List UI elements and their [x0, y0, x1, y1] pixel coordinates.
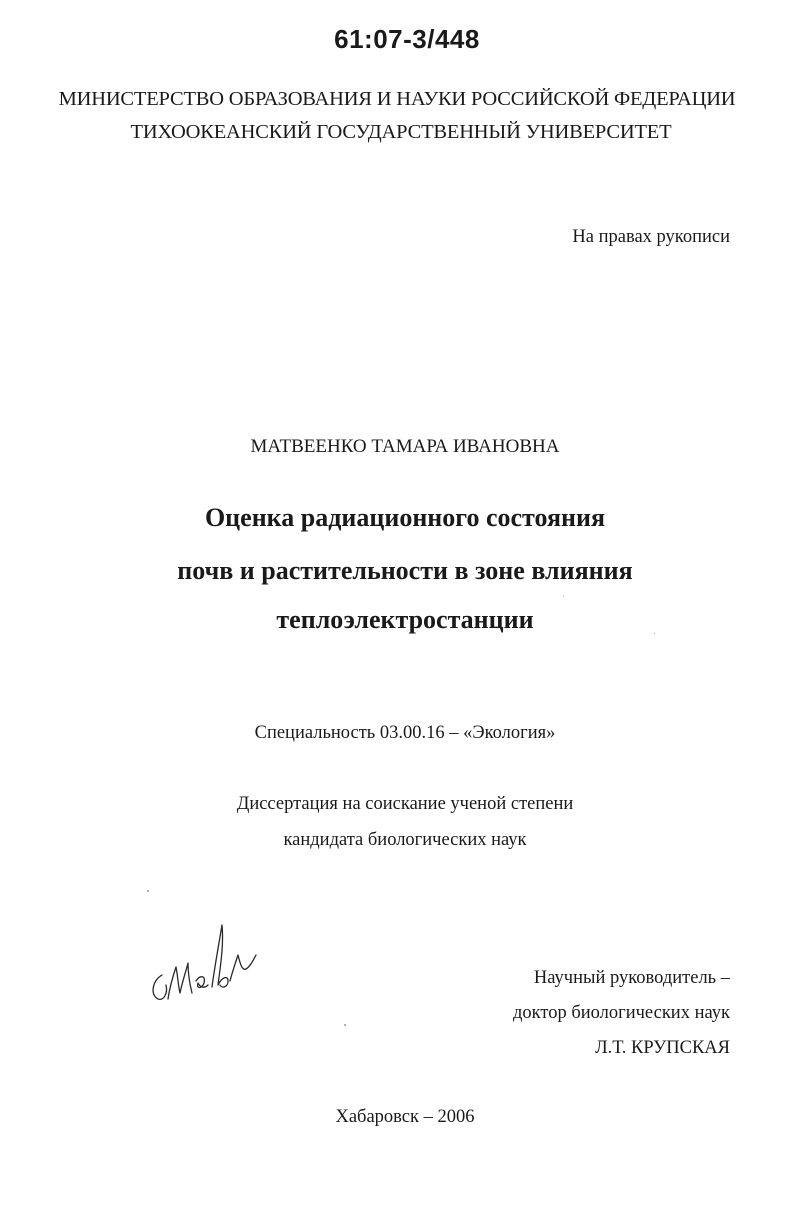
archive-code-stamp: 61:07-3/448 — [334, 24, 480, 54]
university-heading: ТИХООКЕАНСКИЙ ГОСУДАРСТВЕННЫЙ УНИВЕРСИТЕТ — [130, 121, 672, 143]
scan-speck — [654, 633, 655, 634]
scan-speck — [563, 596, 564, 597]
dissertation-title-line-1: Оценка радиационного состояния — [204, 503, 606, 532]
supervisor-role: Научный руководитель – — [533, 968, 730, 988]
degree-statement-line-2: кандидата биологических наук — [283, 830, 527, 850]
dissertation-title-line-2: почв и растительности в зоне влияния — [177, 556, 633, 585]
scan-speck — [344, 1024, 346, 1026]
handwritten-signature — [148, 915, 266, 1011]
author-name: МАТВЕЕНКО ТАМАРА ИВАНОВНА — [250, 436, 560, 457]
ministry-heading: МИНИСТЕРСТВО ОБРАЗОВАНИЯ И НАУКИ РОССИЙСКОЙ ФЕДЕРАЦИИ — [58, 88, 736, 110]
specialty-line: Специальность 03.00.16 – «Экология» — [254, 723, 556, 743]
city-and-year: Хабаровск – 2006 — [335, 1107, 475, 1127]
supervisor-name: Л.Т. КРУПСКАЯ — [595, 1038, 730, 1058]
scan-speck — [147, 890, 149, 892]
manuscript-rights-note: На правах рукописи — [572, 227, 730, 247]
degree-statement-line-1: Диссертация на соискание ученой степени — [236, 794, 574, 814]
supervisor-degree: доктор биологических наук — [512, 1003, 730, 1023]
dissertation-title-line-3: теплоэлектростанции — [276, 605, 534, 634]
